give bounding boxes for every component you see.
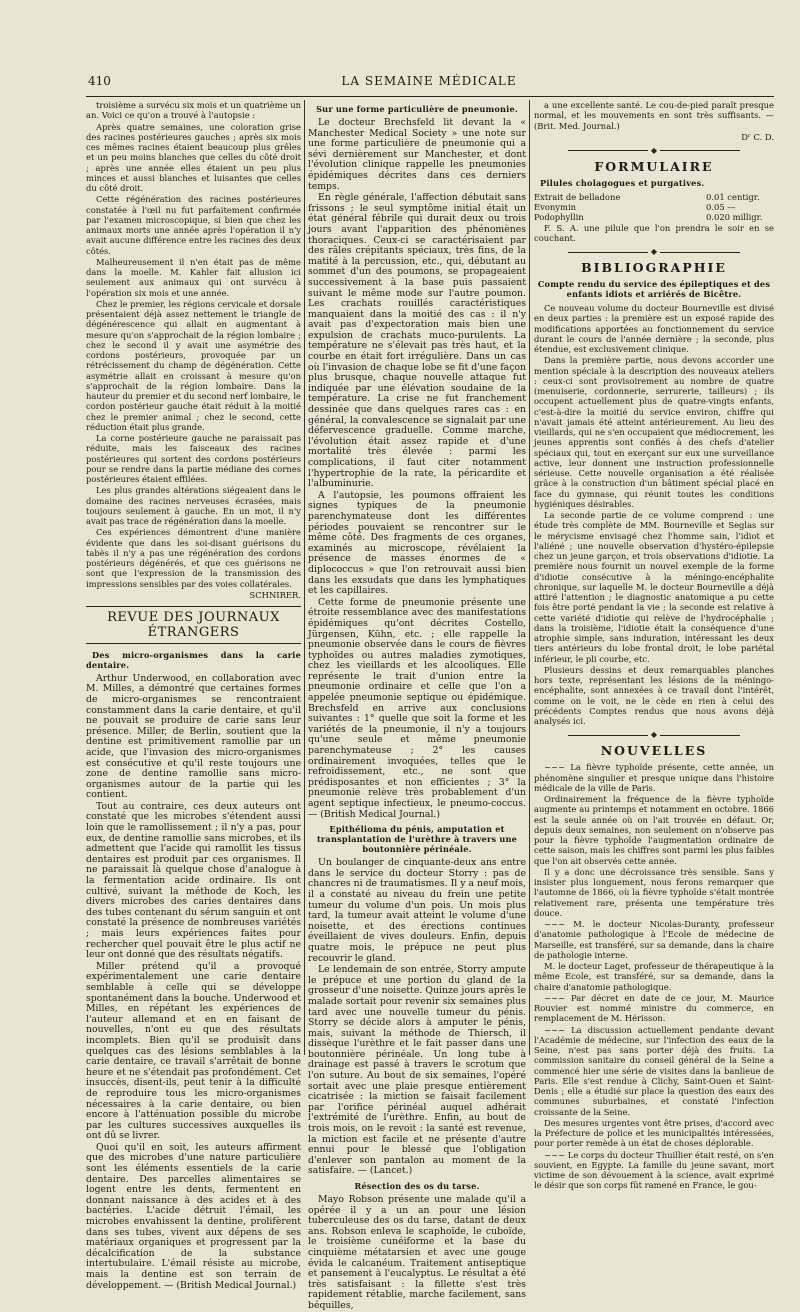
paragraph: En règle générale, l'affection débutait sans frissons ; le seul symptôme initial était un état général fébrile qui durait deux ou trois jours avant l'apparition des phénomènes thoraciques. Ceux-ci se caractérisaient par des râles crépitants spéciaux, très fins, de la matité à la percussion, etc., qui, débutant au sommet d'un des poumons, se propageaient successivement à la base puis passaient suivant le même mode sur l'autre poumon. Les crachats rouillés caractéristiques manquaient dans la moitié des cas : il n'y avait pas d'expectoration mais bien une expulsion de crachats muco-purulents. La température ne s'élevait pas très haut, et la courbe en était fort irrégulière. Dans un cas où l'invasion de chaque lobe se fit d'une façon plus brusque, chaque nouvelle attaque fut indiquée par une élévation soudaine de la température. La crise ne fut franchement dessinée que dans quelques rares cas : en général, la convalescence se signalait par une défervescence graduelle. Comme marche, l'évolution était assez rapide et d'une mortalité très élevée : parmi les complications, il faut citer notamment l'hypertrophie de la rate, la péricardite et l'albuminurie.	[308, 192, 526, 490]
paragraph: La seconde partie de ce volume comprend : une étude très complète de MM. Bourneville et Seglas sur le mérycisme envisagé chez l'homme sain, l'idiot et l'aliéné ; une nouvelle observation d'hystéro-épilepsie chez un jeune garçon, et trois observations d'idiotie. La première nous fournit un nouvel exemple de la forme d'idiotie consécutive à la méningo-encéphalite chronique, sur laquelle M. le docteur Bourneville a déjà attiré l'attention ; le diagnostic anatomique a pu cette fois être porté pendant la vie ; la seconde est relative à cette variété d'idiotie qui relève de l'hydrocéphalie ; dans la troisième, l'idiotie était la conséquence d'une atrophie simple, sans induration, intéressant les deux tiers antérieurs du lobe frontal droit, le lobe pariétal inférieur, le pli courbe, etc.	[534, 510, 774, 664]
page-header	[88, 72, 770, 94]
drug-name: Evonymin	[534, 202, 577, 212]
column-divider	[529, 100, 530, 1055]
column-2	[308, 100, 526, 1311]
paragraph: Plusieurs dessins et deux remarquables planches hors texte, représentant les lésions de la méningo-encéphalite, sont annexées à ce travail dont l'intérêt, comme on le voit, ne le cède en rien à celui des précédents Comptes rendus que nous avons déjà analysés ici.	[534, 664, 774, 726]
paragraph: ~~~ M. le docteur Nicolas-Duranty, professeur d'anatomie pathologique à l'Ecole de médecine de Marseille, est transféré, sur sa demande, dans la chaire de pathologie interne.	[534, 919, 774, 960]
paragraph: Un boulanger de cinquante-deux ans entre dans le service du docteur Storry : pas de chancres ni de traumatismes. Il y a neuf mois, il a constaté au niveau du frein une petite tumeur du volume d'un pois. Un mois plus tard, la tumeur avait atteint le volume d'une noisette, et des érections continues éveillaient de vives douleurs. Enfin, depuis quatre mois, le prépuce ne peut plus recouvrir le gland.	[308, 857, 526, 964]
biblio-subhead: Compte rendu du service des épileptiques et des enfants idiots et arriérés de Bicêtre.	[537, 279, 771, 299]
article-subhead: Résection des os du tarse.	[354, 1181, 480, 1191]
formula-line	[534, 192, 774, 202]
paragraph: Le lendemain de son entrée, Storry ampute le prépuce et une portion du gland de la grosseur d'une noisette. Quinze jours après le malade sortait pour revenir six semaines plus tard avec une nouvelle tumeur du pénis. Storry se décide alors à amputer le pénis, mais, suivant la méthode de Thiersch, il dissèque l'urèthre et le fait passer dans une boutonnière périnéale. Un long tube à drainage est passé à travers le scrotum que l'on suture. Au bout de six semaines, l'opéré sortait avec une plaie presque entièrement cicatrisée : la miction se faisait facilement par l'orifice périnéal auquel adhérait l'extrémité de l'urèthre. Enfin, au bout de trois mois, on le revoit : la santé est revenue, la miction est facile et ne présente d'autre ennui pour le blessé que l'obligation d'enlever son pantalon au moment de la satisfaire. — (Lancet.)	[308, 964, 526, 1177]
paragraph: ~~~ Par décret en date de ce jour, M. Maurice Rouvier est nommé ministre du commerce, en remplacement de M. Hérisson.	[534, 992, 774, 1024]
article-subhead: Epithélioma du pénis, amputation et transplantation de l'urèthre à travers une boutonnière périnéale.	[316, 824, 518, 855]
header-rule	[86, 96, 774, 97]
section-ornament: ◆	[534, 146, 774, 155]
paragraph: ~~~ Le corps du docteur Thuillier était resté, on s'en souvient, en Egypte. La famille du jeune savant, mort victime de son dévouement à la science, avait exprimé le désir que son corps fût ramené en France, le gou-	[534, 1149, 774, 1191]
drug-name: Extrait de belladone	[534, 191, 621, 202]
paragraph: ~~~ La discussion actuellement pendante devant l'Académie de médecine, sur l'infection des eaux de la Seine, n'est pas sans porter déjà des fruits. La commission sanitaire du conseil général de la Seine a commencé hier une série de visites dans la banlieue de Paris. Elle s'est rendue à Clichy, Saint-Ouen et Saint-Denis ; elle a étudié sur place la question des eaux des communes suburbaines, et constaté l'infection croissante de la Seine.	[534, 1024, 774, 1117]
paragraph: Ce nouveau volume du docteur Bourneville est divisé en deux parties : la première est un exposé rapide des modifications apportées au fonctionnement du service durant le cours de l'année dernière ; la seconde, plus étendue, est exclusivement clinique.	[534, 303, 774, 354]
paragraph: Mayo Robson présente une malade qu'il a opérée il y a un an pour une lésion tuberculeuse des os du tarse, datant de deux ans. Robson enleva le scaphoïde, le cuboïde, le troisième cunéiforme et la base du cinquième métatarsien et avec une gouge évida le calcanéum. Traitement antiseptique et pansement à l'eucalyptus. Le résultat a été très satisfaisant : la fillette s'est très rapidement rétablie, marche facilement, sans béquilles,	[308, 1194, 526, 1311]
paragraph: ~~~ La fièvre typhoïde présente, cette année, un phénomène singulier et presque unique dans l'histoire médicale de la ville de Paris.	[534, 762, 774, 793]
paragraph: Les plus grandes altérations siégeaient dans le domaine des racines nerveuses écrasées, mais toujours seulement à gauche. En un mot, il n'y avait pas trace de régénération dans la moelle.	[86, 485, 301, 526]
paragraph: Miller prétend qu'il a provoqué expérimentalement une carie dentaire semblable à celle qui se développe spontanément dans la bouche. Underwood et Milles, en répétant les expériences de l'auteur allemand et en en faisant de nouvelles, n'ont eu que des résultats incomplets. Bien qu'il se produisît dans quelques cas des lésions semblables à la carie dentaire, ce travail s'arrêtait de bonne heure et ne s'étendait pas profondément. Cet insuccès, disent-ils, peut tenir à la difficulté de reproduire tous les micro-organismes nécessaires à la carie dentaire, ou bien encore à l'atténuation possible du microbe par les cultures successives auxquelles ils ont dû se livrer.	[86, 960, 301, 1142]
paragraph: a une excellente santé. Le cou-de-pied paraît presque normal, et les mouvements en sont très suffisants. — (Brit. Med. Journal.)	[534, 100, 774, 131]
paragraph: La corne postérieure gauche ne paraissait pas réduite, mais les faisceaux des racines postérieures qui sortent des cordons postérieurs pour se rendre dans la partie médiane des cornes postérieures étaient effilées.	[86, 433, 301, 484]
paragraph: Après quatre semaines, une coloration grise des racines postérieures gauches ; après six mois ces mêmes racines étaient beaucoup plus grêles et un peu moins blanches que celles du côté droit ; après une année elles étaient un peu plus minces et aussi blanches et luisantes que celles du côté droit.	[86, 121, 301, 193]
signature: SCHNIRER.	[249, 589, 301, 600]
drug-quantity: 0.020 milligr.	[706, 212, 763, 223]
drug-name: Podophyllin	[534, 212, 584, 223]
section-ornament: ◆	[534, 730, 774, 739]
article-subhead: Des micro-organismes dans la carie dentaire.	[86, 649, 301, 670]
paragraph: Quoi qu'il en soit, les auteurs affirment que des microbes d'une nature particulière sont les éléments essentiels de la carie dentaire. Des parcelles alimentaires se logent entre les dents, fermentent en donnant naissance à des acides et à des bactéries. L'acide détruit l'émail, les microbes envahissent la dentine, prolifèrent dans ses tubes, vivent aux dépens de ses matériaux organiques et progressent par la décalcification de la substance intertubulaire. L'émail résiste au microbe, mais la dentine est son terrain de développement. — (British Medical Journal.)	[86, 1141, 301, 1291]
paragraph: Arthur Underwood, en collaboration avec M. Milles, a démontré que certaines formes de micro-organismes se rencontraient constamment dans la carie dentaire, et qu'il ne pouvait se produire de carie sans leur présence. Miller, de Berlin, soutient que la dentine est primitivement ramollie par un acide, que l'invasion des micro-organismes est consécutive et qu'il reste toujours une zone de dentine ramollie sans micro-organismes autour de la partie qui les contient.	[86, 672, 301, 801]
paragraph: Ordinairement la fréquence de la fièvre typhoïde augmente au printemps et notamment en octobre. 1866 est la seule année où on l'ait trouvée en défaut. Or, depuis deux semaines, non seulement on n'observe pas pour la fièvre typhoïde l'augmentation ordinaire de cette saison, mais les chiffres sont parmi les plus faibles que l'on ait observés cette année.	[534, 794, 774, 866]
paragraph: Cette régénération des racines postérieures constatée à l'œil nu fut parfaitement confirmée par l'examen microscopique, si bien que chez les animaux morts une année après l'opération il n'y avait aucune différence entre les racines des deux côtés.	[86, 194, 301, 256]
paragraph: Tout au contraire, ces deux auteurs ont constaté que les microbes s'étendent aussi loin que le ramollissement ; il n'y a pas, pour eux, de dentine ramollie sans microbes, et ils admettent que l'acide qui ramollit les tissus dentaires est produit par ces organismes. Il ne paraissait là quelque chose d'analogue à la fermentation acide ordinaire. Ils ont cultivé, suivant la méthode de Koch, les divers microbes des caries dentaires dans des tubes contenant du sérum sanguin et ont constaté la présence de nombreuses variétés ; mais leurs expériences faites pour rechercher quel pouvait être le plus actif ne leur ont donné que des résultats négatifs.	[86, 800, 301, 961]
article-body	[86, 674, 301, 1291]
signature: Dʳ C. D.	[741, 131, 774, 142]
paragraph: Malheureusement il n'en était pas de même dans la moelle. M. Kahler fait allusion ici seulement aux animaux qui ont survécu à l'opération six mois et une année.	[86, 256, 301, 298]
paragraph: Il y a donc une décroissance très sensible. Sans y insister plus longuement, nous ferons remarquer que l'automne de 1866, où la fièvre typhoïde s'était montrée relativement rare, présenta une température très douce.	[534, 866, 774, 918]
paragraph: Chez le premier, les régions cervicale et dorsale présentaient déjà assez nettement le triangle de dégénérescence qui allait en augmentant à mesure qu'on s'approchait de la région lombaire ; chez le second il y avait une asymétrie des cordons postérieurs, provoquée par un rétrécissement du champ de dégénération. Cette asymétrie allait en croissant à mesure qu'on s'approchait de la région lombaire. Dans la hauteur du premier et du second nerf lombaire, le cordon postérieur gauche était réduit à la moitié chez le premier animal ; chez le second, cette réduction était plus grande.	[86, 298, 301, 432]
paragraph: Le docteur Brechsfeld lit devant la « Manchester Medical Society » une note sur une forme particulière de pneumonie qui a sévi dernièrement sur Manchester, et dont l'évolution clinique rappelle les pneumonies épidémiques décrites dans ces derniers temps.	[308, 117, 526, 192]
section-title-formulaire: FORMULAIRE	[594, 158, 714, 174]
paragraph: Dans la première partie, nous devons accorder une mention spéciale à la description des nouveaux ateliers : ceux-ci sont provisoirement au nombre de quatre (menuiserie, cordonnerie, serrurerie, tailleurs) ; ils occupent actuellement plus de quatre-vingts enfants, c'est-à-dire la moitié du service environ, chiffre qui n'avait jamais été atteint antérieurement. Au lieu des vieillards, qui ne s'en occupaient que médiocrement, les jeunes apprentis sont confiés à des chefs d'atelier spéciaux qui, tout en exerçant sur eux une surveillance active, leur donnent une instruction professionnelle sérieuse. Cette nouvelle organisation a été réalisée grâce à la construction d'un bâtiment spécial placé en face du gymnase, qui réunit toutes les conditions hygiéniques désirables.	[534, 355, 774, 509]
article-subhead: Sur une forme particulière de pneumonie.	[316, 104, 518, 114]
formula-line	[534, 202, 774, 212]
formula-subhead: Pilules cholagogues et purgatives.	[540, 177, 705, 188]
section-title-bibliographie: BIBLIOGRAPHIE	[581, 260, 727, 275]
page-number: 410	[88, 74, 111, 88]
paragraph: troisième a survécu six mois et un quatrième un an. Voici ce qu'on a trouvé à l'autopsie :	[86, 100, 301, 121]
drug-quantity: 0.05 —	[706, 202, 736, 212]
column-3	[534, 100, 774, 1191]
formula-line	[534, 212, 774, 222]
column-divider	[304, 100, 305, 1055]
paragraph: Cette forme de pneumonie présente une étroite ressemblance avec des manifestations épidémiques qu'ont décrites Costello, Jürgensen, Kühn, etc. ; elle rappelle la pneumonie observée dans le cours de fièvres typhoïdes ou autres maladies zymotiques, chez les vieillards et les alcooliques. Elle représente le trait d'union entre la pneumonie ordinaire et celle que l'on a appelée pneumonie septique ou épidémique. Brechsfeld en arrive aux conclusions suivantes : 1° quelle que soit la forme et les variétés de la pneumonie, il n'y a toujours qu'une seule et même pneumonie parenchymateuse ; 2° les causes ordinairement invoquées, telles que le refroidissement, etc., ne sont que prédisposantes et non efficientes ; 3° la pneumonie relève très probablement d'un agent septique infectieux, le pneumo-coccus. — (British Medical Journal.)	[308, 596, 526, 820]
journal-title: LA SEMAINE MÉDICALE	[341, 74, 517, 88]
drug-quantity: 0.01 centigr.	[706, 191, 760, 202]
section-title-revue: REVUE DES JOURNAUX ÉTRANGERS	[86, 606, 301, 644]
paragraph: Ces expériences démontrent d'une manière évidente que dans les soi-disant guérisons du tabès il n'y a pas une régénération des cordons postérieurs dégénérés, et que ces guérisons ne sont que l'expression de la transmission des impressions sensibles par des voies collatérales.	[86, 527, 301, 589]
section-ornament: ◆	[534, 247, 774, 256]
section-title-nouvelles: NOUVELLES	[600, 743, 708, 759]
paragraph: M. le docteur Laget, professeur de thérapeutique à la même Ecole, est transféré, sur sa demande, dans la chaire d'anatomie pathologique.	[534, 961, 774, 992]
paragraph: A l'autopsie, les poumons offraient les signes typiques de la pneumonie parenchymateuse dont les différentes périodes pouvaient se rencontrer sur le même côté. Des fragments de ces organes, examinés au microscope, révélaient la présence de masses énormes de « diplococcus » que l'on retrouvait aussi bien dans les exsudats que dans les lymphatiques et les capillaires.	[308, 489, 526, 597]
paragraph: Des mesures urgentes vont être prises, d'accord avec la Préfecture de police et les municipalités intéressées, pour porter remède à un état de choses déplorable.	[534, 1117, 774, 1149]
column-1	[86, 100, 301, 1291]
formula-note: F. S. A. une pilule que l'on prendra le soir en se couchant.	[534, 222, 774, 243]
